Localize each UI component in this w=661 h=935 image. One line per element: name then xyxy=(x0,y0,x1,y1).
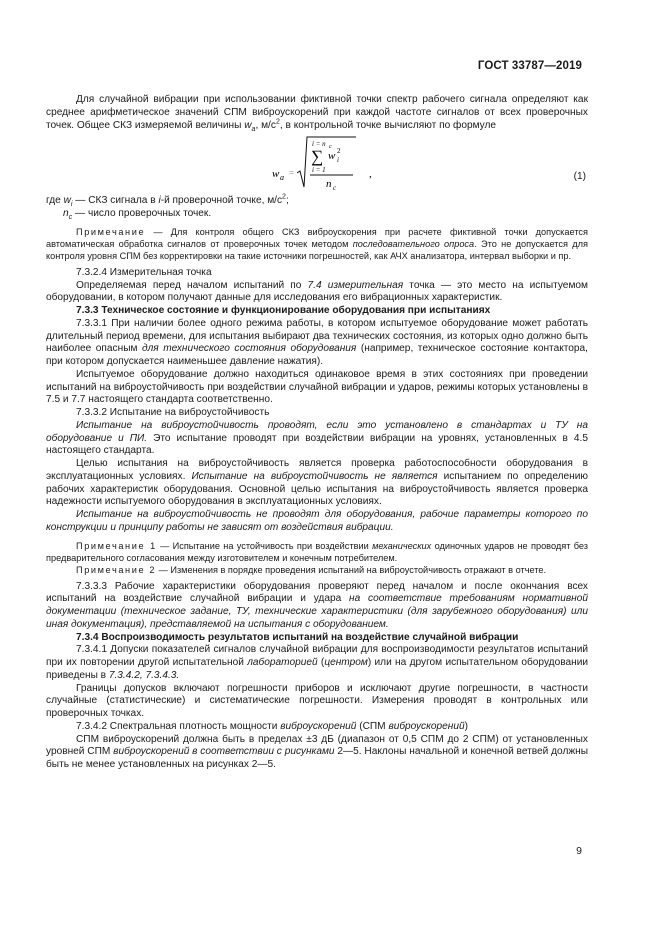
formula-lhs-sub: a xyxy=(280,173,284,183)
where-line-1: где $w_i$ — СКЗ сигнала в i-й проверочной точке, $м/с^2$; xyxy=(46,192,289,209)
page-body xyxy=(46,94,588,772)
paragraph-psd-tolerance: СПМ виброускорений должна быть в пределах ±3 дБ (диапазон от 0,5 СПМ до 2 СПМ) от установленных уровней СПМ виброускорений в соответствии с рисунками 2—5. Наклоны начальной и конечной ветвей должны быть не менее установленных на рисунках 2—5. xyxy=(46,733,588,770)
note-1: Примечание 1 — Испытание на устойчивость при воздействии механических одиночных ударов не проводят без предварительного согласования между изготовителем и конечным потребителем. xyxy=(46,540,589,563)
note-2: Примечание 2 — Изменения в порядке проведения испытаний на виброустойчивость отражают в отчете. xyxy=(76,564,547,575)
paragraph-tolerance-bounds: Границы допусков включают погрешности приборов и исключают другие погрешности, в частности случайные (статистические) и систематические погрешности. Измерения проводят в контрольных или проверочных точках. xyxy=(46,682,588,719)
section-7-3-3-2-title: 7.3.3.2 Испытание на виброустойчивость xyxy=(76,407,270,418)
section-7-3-4-title: 7.3.4 Воспроизводимость результатов испытаний на воздействие случайной вибрации xyxy=(76,631,519,643)
section-7-3-2-4-title: 7.3.2.4 Измерительная точка xyxy=(76,266,212,278)
paragraph-measurement-point: Определяемая перед началом испытаний по 7.4 измерительная точка — это место на испытуемом оборудовании, в котором получают данные для исследования его вибрационных характеристик. xyxy=(46,279,588,304)
formula-sum-lower: i = 1 xyxy=(312,166,326,175)
formula-equals: = xyxy=(289,168,295,179)
where-line-2: $n_c$ — число проверочных точек. xyxy=(63,208,212,222)
paragraph-7-3-3-3: 7.3.3.3 Рабочие характеристики оборудования проверяют перед началом и после окончания всех испытаний на воздействие случайной вибрации и удара на соответствие требованиям нормативной документации (техническое задание, ТУ, технические характеристики (для зарубежного оборудования) или иная документация), представляемой на испытания с оборудованием. xyxy=(46,580,588,630)
formula-number: (1) xyxy=(573,171,586,183)
formula-comma: , xyxy=(369,168,372,181)
section-7-3-4-2-title: 7.3.4.2 Спектральная плотность мощности виброускорений (СПМ виброускорений) xyxy=(76,720,468,732)
formula-rms xyxy=(268,135,408,193)
section-7-3-3-title: 7.3.3 Техническое состояние и функционирование оборудования при испытаниях xyxy=(76,305,491,316)
paragraph-7-3-4-1: 7.3.4.1 Допуски показателей сигналов случайной вибрации для воспроизводимости результатов испытаний при их повторении другой испытательной лабораторией (центром) или на другом испытательном оборудовании приведены в 7.3.4.2, 7.3.4.3. xyxy=(46,644,589,681)
formula-sum-sign: ∑ xyxy=(311,147,324,167)
formula-denominator: n xyxy=(326,178,332,191)
formula-term-sub: i xyxy=(337,156,339,165)
formula-sum-upper: i = n xyxy=(312,140,326,149)
note-fictitious-point: Примечание — Для контроля общего СКЗ виброускорения при расчете фиктивной точки допускается автоматическая обработка сигналов от проверочных точек методом последовательного опроса. Это не допускается для контроля уровня СПМ без корректировки на такие источники погрешностей, как АЧХ анализатора, интервал выборки и пр. xyxy=(46,226,588,261)
paragraph-not-conducted: Испытание на виброустойчивость не проводят для оборудования, рабочие параметры которого по конструкции и принципу работы не зависят от воздействия вибрации. xyxy=(46,509,588,533)
paragraph-test-purpose: Целью испытания на виброустойчивость является проверка работоспособности оборудования в эксплуатационных условиях. Испытание на виброустойчивость не является испытанием по определению рабочих характеристик оборудования. Основной целью испытания на виброустойчивость является проверка надежности испытуемого оборудования в эксплуатационных условиях. xyxy=(46,458,588,508)
formula-term: w xyxy=(328,150,336,163)
formula-denominator-sub: c xyxy=(333,184,337,193)
paragraph-7-3-3-1: 7.3.3.1 При наличии более одного режима работы, в котором испытуемое оборудование может работать длительный период времени, для испытания выбирают два технических состояния, из которых одно должно быть наиболее опасным для технического состояния оборудования (например, техническое состояние контактора, при котором допускается наименьшее давление нажатия). xyxy=(46,317,588,367)
paragraph-vibration-stability: Испытание на виброустойчивость проводят, если это установлено в стандартах и ТУ на оборудование и ПИ. Это испытание проводят при воздействии вибрации на уровнях, установленных в 4.5 настоящего стандарта. xyxy=(46,419,588,457)
page-number: 9 xyxy=(576,845,582,857)
formula-lhs: w xyxy=(272,168,280,181)
paragraph-fictitious-point: Для случайной вибрации при использовании фиктивной точки спектр рабочего сигнала определяют как среднее арифметическое значений СПМ виброускорений при каждой частоте сигналов от всех проверочных точек. Общее СКЗ измеряемой величины $w_a$, $м/с^2$, в контрольной точке вычисляют по формуле xyxy=(46,94,588,133)
formula-sum-upper-sub: c xyxy=(329,144,332,151)
paragraph-equal-time: Испытуемое оборудование должно находиться одинаковое время в этих состояниях при проведении испытаний на виброустойчивость при воздействии случайной вибрации и ударов, режимы которых установлены в 7.5 и 7.7 настоящего стандарта соответственно. xyxy=(46,368,588,406)
formula-1 xyxy=(46,135,588,193)
formula-term-sup: 2 xyxy=(337,147,341,156)
document-header: ГОСТ 33787—2019 xyxy=(477,60,582,72)
